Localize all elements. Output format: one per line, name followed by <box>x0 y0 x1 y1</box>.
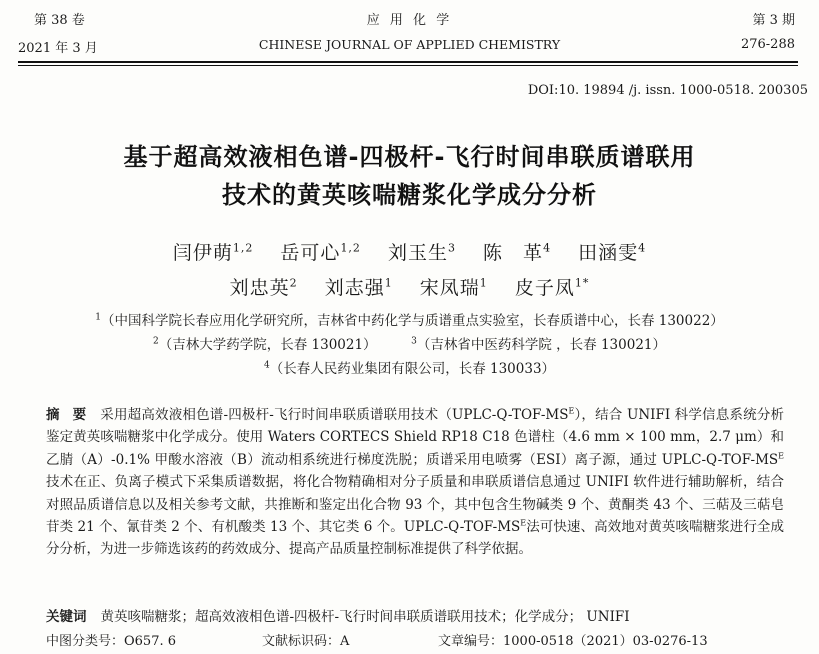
article-title-line-1: 基于超高效液相色谱-四极杆-飞行时间串联质谱联用 <box>123 143 696 171</box>
header-rule-thin <box>18 65 798 66</box>
journal-name-en: CHINESE JOURNAL OF APPLIED CHEMISTRY <box>258 37 561 52</box>
clc-number: 中图分类号：O657. 6 <box>46 634 177 649</box>
affiliation-2: $^2$（吉林大学药学院，长春 130021） <box>152 336 377 353</box>
keywords: 关键词 黄英咳喘糖浆；超高效液相色谱-四极杆-飞行时间串联质谱联用技术；化学成分； UNIFI <box>46 609 630 625</box>
author: 皮子凤$^{1*}$ <box>514 276 590 299</box>
author: 田涵雯$^4$ <box>578 241 647 264</box>
issue-label: 第 3 期 <box>752 13 795 28</box>
keywords-label: 关键词 <box>46 609 87 625</box>
author-line-2 <box>0 273 819 300</box>
author: 闫伊萌$^{1,2}$ <box>172 241 254 264</box>
author: 刘忠英$^2$ <box>229 276 298 299</box>
affiliation-2-3 <box>0 333 819 353</box>
affiliation-4: $^4$（长春人民药业集团有限公司，长春 130033） <box>263 360 556 377</box>
page-range: 276-288 <box>740 37 795 52</box>
author: 刘志强$^1$ <box>324 276 393 299</box>
document-code: 文献标识码：A <box>262 634 350 649</box>
publication-date: 2021 年 3 月 <box>18 41 98 56</box>
abstract-label: 摘 要 <box>46 407 91 423</box>
article-title-line-2: 技术的黄英咳喘糖浆化学成分分析 <box>222 181 597 209</box>
volume-label: 第 38 卷 <box>34 13 85 28</box>
author: 宋凤瑞$^1$ <box>419 276 488 299</box>
abstract: 摘 要 采用超高效液相色谱-四极杆-飞行时间串联质谱联用技术$(UPLC-Q-TOF-MS^E)$，结合 UNIFI 科学信息系统分析鉴定黄英咳喘糖浆中化学成分。使用 Waters CORTECS Shield RP18 C18 色谱柱（4.6 mm × 100 mm，2.7 μm）和 乙腈（A）-0.1% 甲酸水溶液（B）流动相系统进行梯度洗脱；质谱采用电喷雾（ESI）离子源，通过 UPLC-$Q-TOF-MS^E$技术在正、负离子模式下采集质谱数据，将化合物精确相对分子质量和串联质谱信息通过 UNIFI 软件进行辅助解析，结合对照品质谱信息以及相关参考文献，共推断和鉴定出化合物 93 个，其中包含生物碱类 9 个、黄酮类 43 个、三萜及三萜皂苷类 21 个、氰苷类 2 个、有机酸类 13 个、其它类 6 个。UPLC-$Q-TOF-MS^E$法可快速、高效地对黄英咳喘糖浆进行全成分分析，为进一步筛选该药的药效成分、提高产品质量控制标准提供了科学依据。 <box>46 406 785 558</box>
affiliation-1: $^1$（中国科学院长春应用化学研究所，吉林省中药化学与质谱重点实验室，长春质谱中心，长春 130022） <box>95 312 724 329</box>
author: 陈 革$^4$ <box>483 241 552 264</box>
author: 刘玉生$^3$ <box>387 241 456 264</box>
affiliation-3: $^3$（吉林省中医药科学院 ，长春 130021） <box>411 336 666 353</box>
journal-name-cn: 应 用 化 学 <box>366 13 453 28</box>
header-rule <box>18 61 798 63</box>
article-number: 文章编号：1000-0518（2021）03-0276-13 <box>438 634 708 649</box>
author-line-1 <box>0 238 819 265</box>
doi: DOI:10. 19894 /j. issn. 1000-0518. 200305 <box>527 83 808 98</box>
author: 岳可心$^{1,2}$ <box>280 241 361 264</box>
